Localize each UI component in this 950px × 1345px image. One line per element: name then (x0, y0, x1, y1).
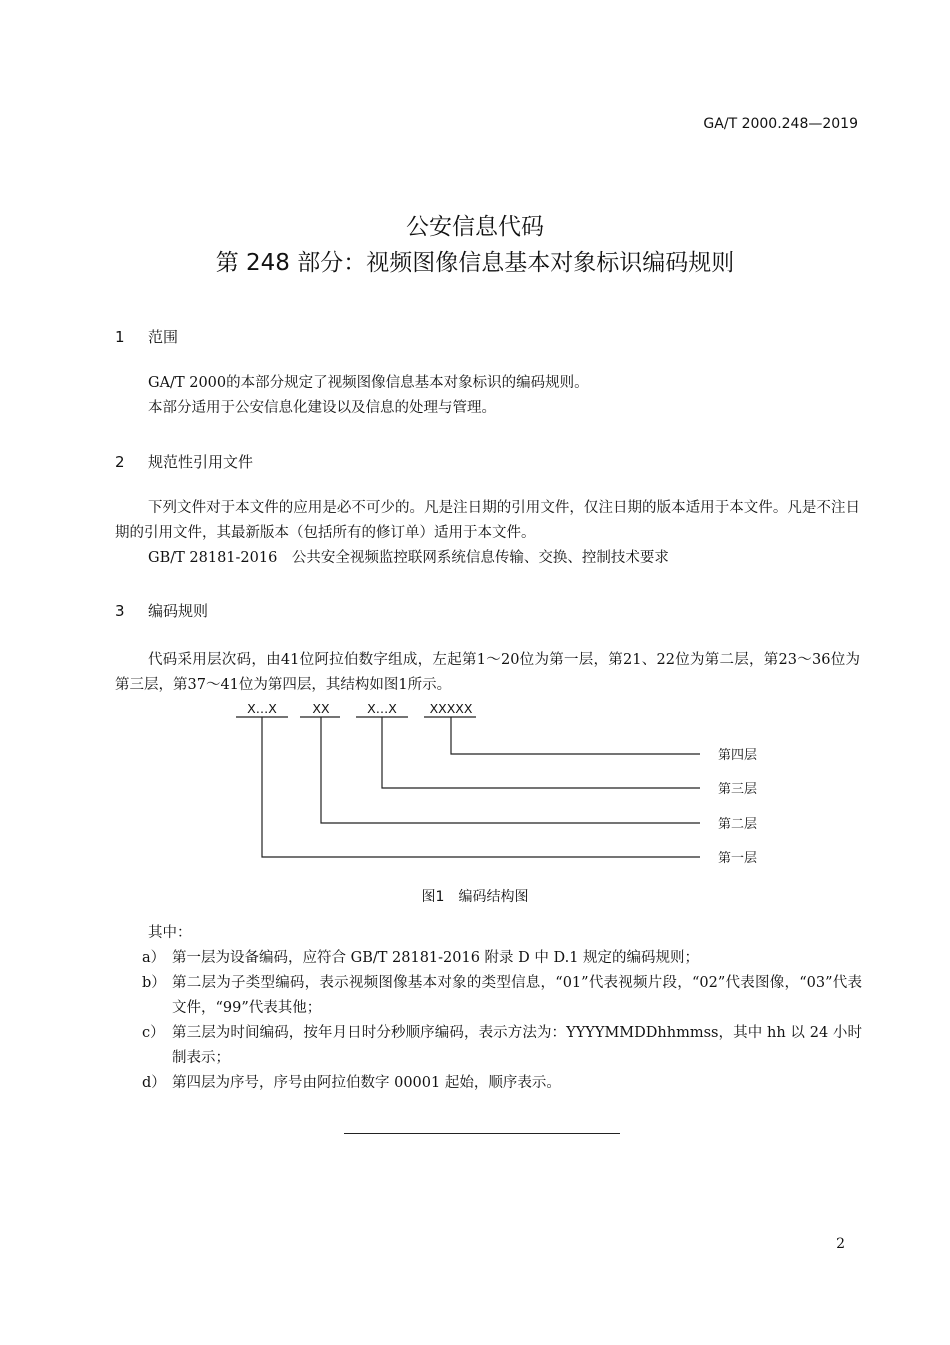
list-text: 第三层为时间编码，按年月日时分秒顺序编码，表示方法为：YYYYMMDDhhmmss，其中 hh 以 24 小时制表示； (172, 1025, 862, 1066)
list-text: 第二层为子类型编码，表示视频图像基本对象的类型信息，“01”代表视频片段，“02”代表图像，“03”代表文件，“99”代表其他； (172, 975, 862, 1016)
segment-label: XXXXX (429, 701, 473, 716)
notes-list (142, 946, 862, 1096)
coding-structure-diagram (0, 695, 950, 875)
paragraph: 代码采用层次码，由41位阿拉伯数字组成，左起第1～20位为第一层，第21、22位为第二层，第23～36位为第三层，第37～41位为第四层，其结构如图1所示。 (115, 652, 860, 693)
section-heading-1 (115, 326, 178, 347)
level-label: 第二层 (718, 817, 758, 832)
paragraph: GA/T 2000的本部分规定了视频图像信息基本对象标识的编码规则。 (148, 375, 589, 391)
connector-level-4 (451, 717, 700, 754)
segment-label: X…X (367, 701, 397, 716)
page-number: 2 (836, 1236, 845, 1252)
segment-label: XX (312, 701, 330, 716)
document-subtitle: 第 248 部分：视频图像信息基本对象标识编码规则 (215, 250, 735, 276)
end-rule (344, 1133, 620, 1134)
list-item (142, 946, 862, 971)
reference-item: GB/T 28181-2016 公共安全视频监控联网系统信息传输、交换、控制技术要求 (148, 550, 669, 566)
list-marker: d） (142, 1075, 166, 1091)
list-marker: b） (142, 975, 166, 991)
list-text: 第一层为设备编码，应符合 GB/T 28181-2016 附录 D 中 D.1 规定的编码规则； (172, 950, 700, 966)
standard-code: GA/T 2000.248—2019 (703, 116, 858, 132)
list-marker: a） (142, 950, 166, 966)
connector-level-3 (382, 717, 700, 788)
section-title: 规范性引用文件 (148, 453, 254, 471)
paragraph: 本部分适用于公安信息化建设以及信息的处理与管理。 (148, 400, 496, 416)
section-number: 2 (115, 453, 125, 471)
section-heading-3 (115, 600, 208, 621)
level-label: 第三层 (718, 782, 758, 797)
section-heading-2 (115, 451, 253, 472)
section-number: 1 (115, 328, 125, 346)
segment-label: X…X (247, 701, 277, 716)
level-label: 第四层 (718, 748, 758, 763)
section-title: 范围 (148, 328, 179, 346)
list-marker: c） (142, 1025, 165, 1041)
figure-caption: 图1 编码结构图 (421, 889, 529, 905)
document-title: 公安信息代码 (406, 214, 544, 240)
paragraph: 下列文件对于本文件的应用是必不可少的。凡是注日期的引用文件，仅注日期的版本适用于本文件。凡是不注日期的引用文件，其最新版本（包括所有的修订单）适用于本文件。 (115, 500, 860, 541)
list-item (142, 1071, 862, 1096)
connector-level-2 (321, 717, 700, 823)
notes-intro: 其中： (148, 925, 192, 941)
level-label: 第一层 (718, 851, 758, 866)
section-number: 3 (115, 602, 125, 620)
list-text: 第四层为序号，序号由阿拉伯数字 00001 起始，顺序表示。 (172, 1075, 561, 1091)
section-title: 编码规则 (148, 602, 209, 620)
connector-level-1 (262, 717, 700, 857)
list-item (142, 971, 862, 1021)
list-item (142, 1021, 862, 1071)
